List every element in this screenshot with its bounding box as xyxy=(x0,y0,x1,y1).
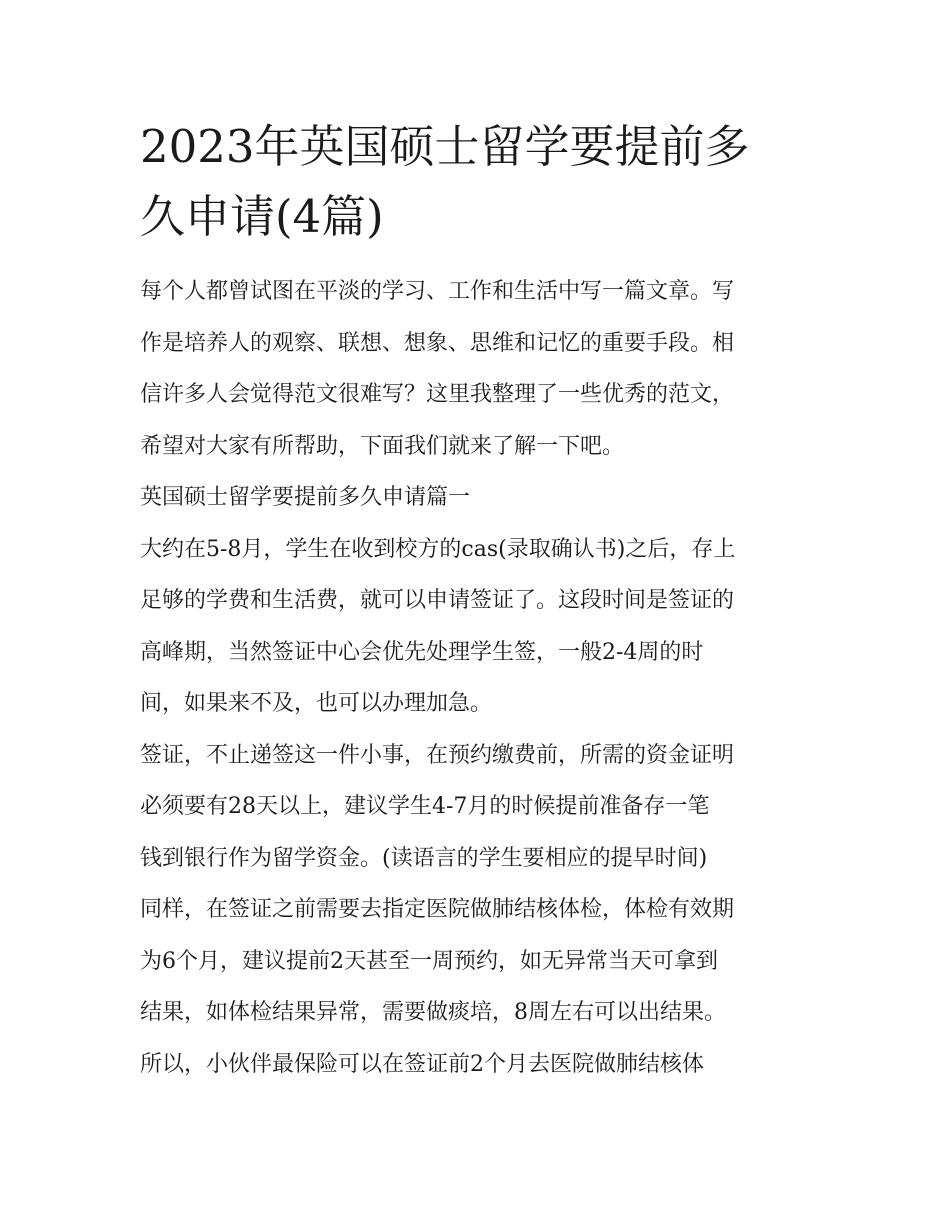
text-line: 希望对大家有所帮助，下面我们就来了解一下吧。 xyxy=(140,433,625,459)
text-line: 所以，小伙伴最保险可以在签证前2个月去医院做肺结核体 xyxy=(140,1051,704,1077)
text-line: 签证，不止递签这一件小事，在预约缴费前，所需的资金证明 xyxy=(140,742,735,768)
funds-paragraph xyxy=(140,730,812,885)
text-line: 间，如果来不及，也可以办理加急。 xyxy=(140,691,493,716)
text-line: 必须要有28天以上，建议学生4-7月的时候提前准备存一笔 xyxy=(140,794,710,819)
text-line: 英国硕士留学要提前多久申请篇一 xyxy=(140,485,471,510)
title-line: 久申请(4篇) xyxy=(140,190,384,243)
intro-paragraph xyxy=(140,266,812,472)
visa-timing-paragraph xyxy=(140,524,812,730)
text-line: 结果，如体检结果异常，需要做痰培，8周左右可以出结果。 xyxy=(140,1000,726,1025)
medical-check-paragraph xyxy=(140,884,812,1039)
text-line: 信许多人会觉得范文很难写？这里我整理了一些优秀的范文， xyxy=(140,382,735,407)
text-line: 为6个月，建议提前2天甚至一周预约，如无异常当天可拿到 xyxy=(140,948,718,974)
text-line: 同样，在签证之前需要去指定医院做肺结核体检，体检有效期 xyxy=(140,897,735,922)
document-title xyxy=(140,112,812,252)
text-line: 钱到银行作为留学资金。(读语言的学生要相应的提早时间) xyxy=(140,845,708,871)
text-line: 作是培养人的观察、联想、想象、思维和记忆的重要手段。相 xyxy=(140,330,735,356)
document-body xyxy=(140,112,812,1090)
title-line: 2023年英国硕士留学要提前多 xyxy=(140,120,750,173)
text-line: 高峰期，当然签证中心会优先处理学生签，一般2-4周的时 xyxy=(140,639,704,665)
text-line: 每个人都曾试图在平淡的学习、工作和生活中写一篇文章。写 xyxy=(140,279,735,304)
section-heading xyxy=(140,472,812,524)
text-line: 足够的学费和生活费，就可以申请签证了。这段时间是签证的 xyxy=(140,588,735,613)
advice-paragraph xyxy=(140,1039,812,1091)
text-line: 大约在5-8月，学生在收到校方的cas(录取确认书)之后，存上 xyxy=(140,536,736,562)
